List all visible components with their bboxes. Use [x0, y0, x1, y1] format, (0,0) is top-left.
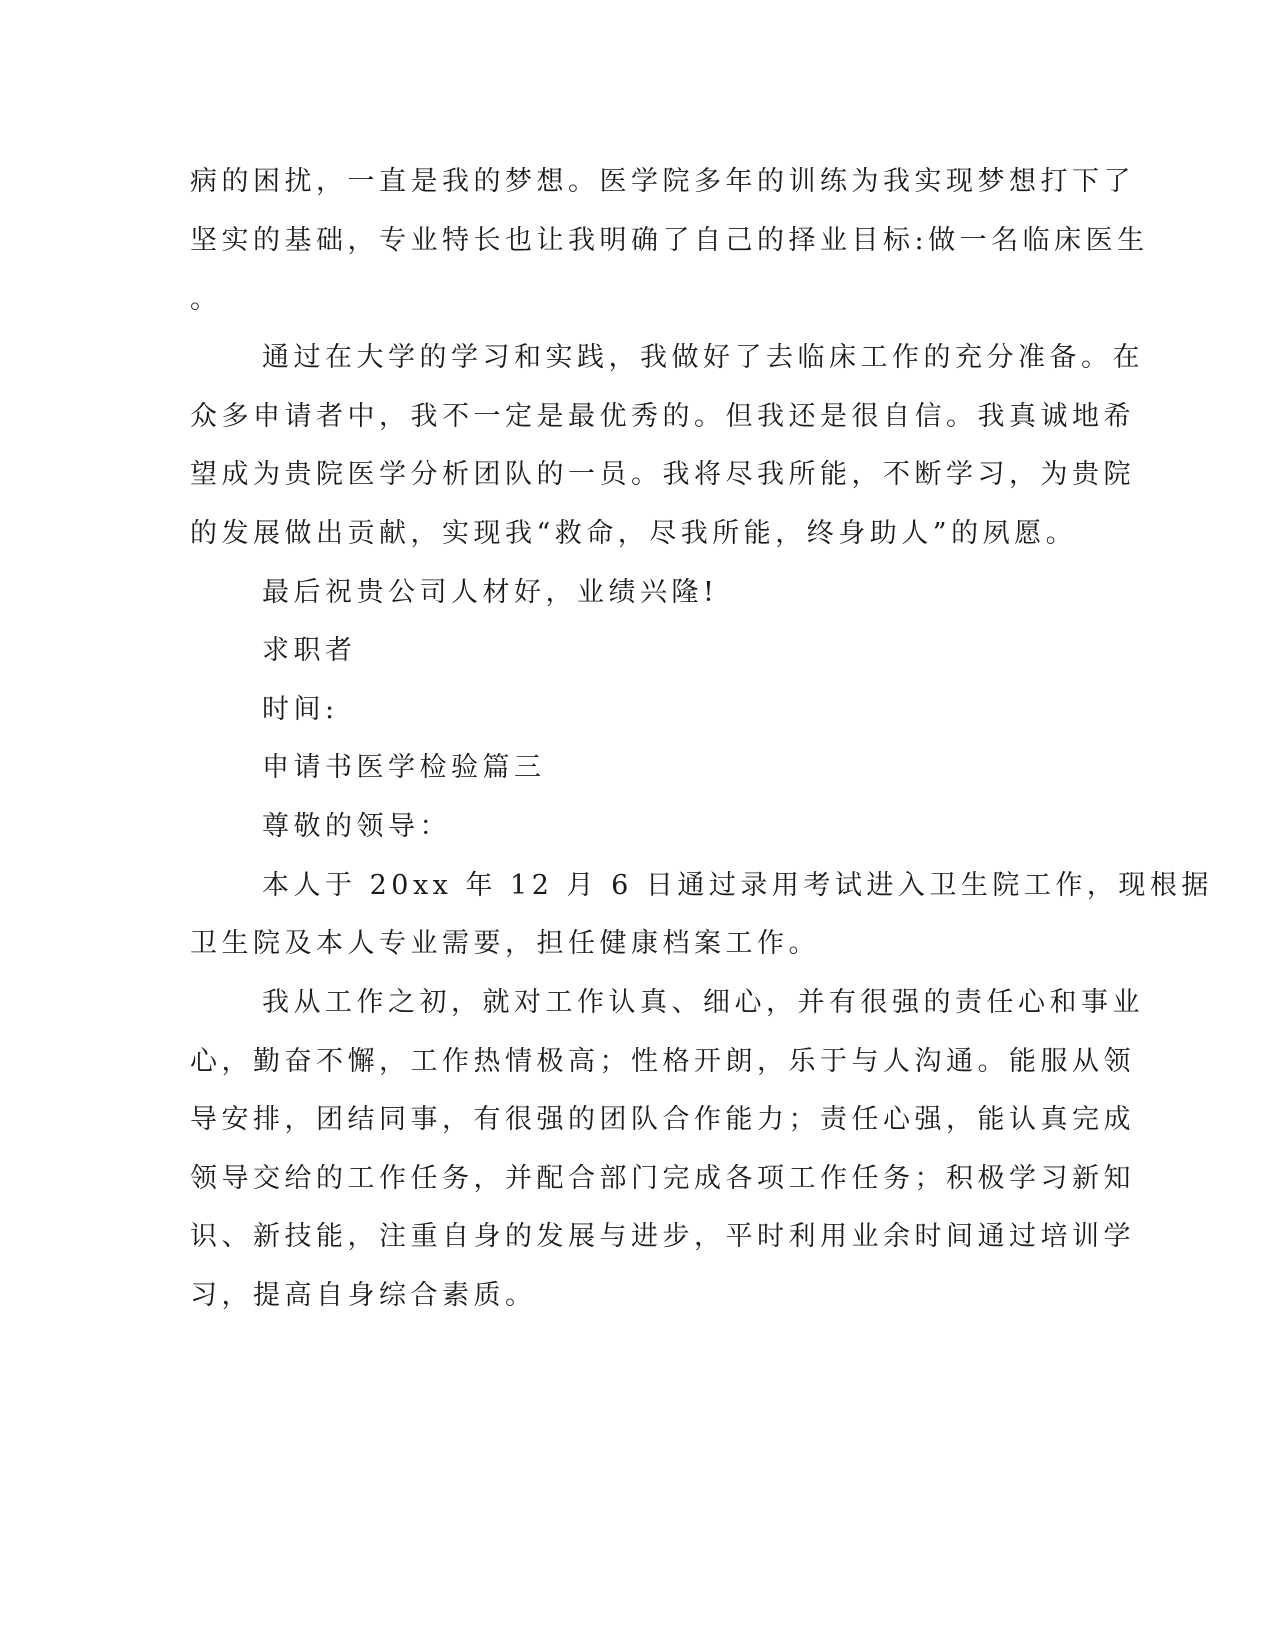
body-line: 的发展做出贡献，实现我“救命，尽我所能，终身助人”的夙愿。	[190, 518, 1078, 549]
body-line: 习，提高自身综合素质。	[190, 1280, 537, 1311]
body-line: 坚实的基础，专业特长也让我明确了自己的择业目标:做一名临床医生	[190, 225, 1149, 256]
salutation: 尊敬的领导：	[262, 811, 451, 842]
paragraph-start-line: 通过在大学的学习和实践，我做好了去临床工作的充分准备。在	[262, 342, 1144, 373]
body-line: 心，勤奋不懈，工作热情极高；性格开朗，乐于与人沟通。能服从领	[190, 1046, 1135, 1077]
body-line: 众多申请者中，我不一定是最优秀的。但我还是很自信。我真诚地希	[190, 401, 1135, 432]
date-label: 时间:	[262, 694, 339, 725]
closing-wish: 最后祝贵公司人材好，业绩兴隆!	[262, 577, 719, 608]
paragraph-start-line: 我从工作之初，就对工作认真、细心，并有很强的责任心和事业	[262, 987, 1144, 1018]
body-line: 导安排，团结同事，有很强的团队合作能力；责任心强，能认真完成	[190, 1104, 1135, 1135]
body-line: 卫生院及本人专业需要，担任健康档案工作。	[190, 928, 820, 959]
body-line: 病的困扰，一直是我的梦想。医学院多年的训练为我实现梦想打下了	[190, 166, 1135, 197]
body-line: 领导交给的工作任务，并配合部门完成各项工作任务；积极学习新知	[190, 1163, 1135, 1194]
paragraph-start-line: 本人于 20xx 年 12 月 6 日通过录用考试进入卫生院工作，现根据	[262, 870, 1213, 901]
body-line: 望成为贵院医学分析团队的一员。我将尽我所能，不断学习，为贵院	[190, 459, 1135, 490]
signature-label: 求职者	[262, 635, 357, 666]
section-title: 申请书医学检验篇三	[262, 752, 546, 783]
body-line: 。	[190, 284, 222, 315]
body-line: 识、新技能，注重自身的发展与进步，平时利用业余时间通过培训学	[190, 1221, 1135, 1252]
